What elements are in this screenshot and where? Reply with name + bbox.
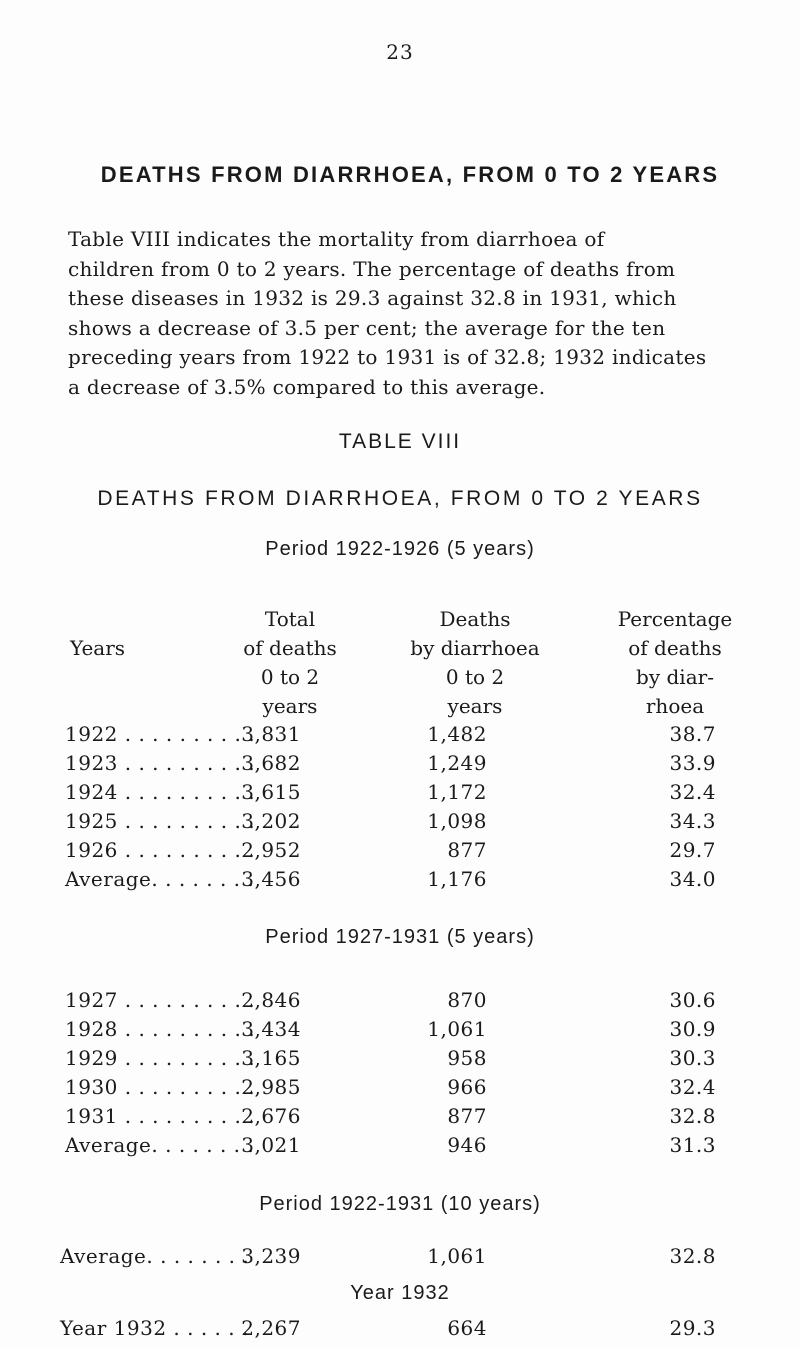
table-row	[0, 722, 800, 750]
cell-percentage: 30.6	[669, 988, 716, 1012]
cell-percentage: 32.8	[669, 1244, 716, 1268]
cell-diarrhoea: 1,482	[427, 722, 487, 746]
row-label: Average. . . . . . . .	[60, 1244, 250, 1268]
cell-percentage: 30.3	[669, 1046, 716, 1070]
cell-total: 3,831	[241, 722, 301, 746]
header-years	[70, 634, 125, 663]
cell-percentage: 32.4	[669, 780, 716, 804]
row-label: 1925 . . . . . . . . . .	[65, 809, 256, 833]
row-label: 1924 . . . . . . . . . .	[65, 780, 256, 804]
table-row-1932	[0, 1316, 800, 1344]
table-row	[0, 1046, 800, 1074]
cell-total: 3,434	[241, 1017, 301, 1041]
cell-percentage: 32.8	[669, 1104, 716, 1128]
row-label: 1930 . . . . . . . . . .	[65, 1075, 256, 1099]
row-label: 1926 . . . . . . . . . .	[65, 838, 256, 862]
header-total-deaths	[220, 605, 360, 721]
period-heading-3: Period 1922-1931 (10 years)	[259, 1193, 541, 1215]
cell-total: 3,165	[241, 1046, 301, 1070]
cell-diarrhoea: 664	[447, 1316, 487, 1340]
cell-total: 3,615	[241, 780, 301, 804]
intro-line: a decrease of 3.5% compared to this average.	[68, 374, 546, 399]
cell-total: 3,682	[241, 751, 301, 775]
header-line: 0 to 2	[260, 665, 320, 689]
table-row-average	[0, 1133, 800, 1161]
cell-diarrhoea: 966	[447, 1075, 487, 1099]
header-line: by diarrhoea	[410, 636, 540, 660]
header-line: by diar-	[636, 665, 714, 689]
table-row	[0, 751, 800, 779]
table-row	[0, 988, 800, 1016]
main-heading: DEATHS FROM DIARRHOEA, FROM 0 TO 2 YEARS	[100, 162, 720, 187]
period-heading-2: Period 1927-1931 (5 years)	[265, 926, 535, 948]
cell-diarrhoea: 946	[447, 1133, 487, 1157]
cell-percentage: 32.4	[669, 1075, 716, 1099]
row-label: Average. . . . . . . .	[65, 867, 255, 891]
intro-line: children from 0 to 2 years. The percentage of deaths from	[68, 256, 676, 281]
table-row-average	[0, 867, 800, 895]
header-diarrhoea-deaths	[395, 605, 555, 721]
header-years-text: Years	[70, 636, 126, 660]
period-heading-1: Period 1922-1926 (5 years)	[265, 538, 535, 560]
cell-diarrhoea: 877	[447, 1104, 487, 1128]
cell-percentage: 30.9	[669, 1017, 716, 1041]
period-heading-4: Year 1932	[350, 1282, 450, 1304]
cell-diarrhoea: 870	[447, 988, 487, 1012]
row-label: 1927 . . . . . . . . . .	[65, 988, 256, 1012]
cell-diarrhoea: 1,061	[427, 1017, 487, 1041]
table-row	[0, 1104, 800, 1132]
cell-percentage: 34.0	[669, 867, 716, 891]
table-row	[0, 838, 800, 866]
cell-diarrhoea: 1,176	[427, 867, 487, 891]
header-percentage	[600, 605, 750, 721]
header-line: 0 to 2	[445, 665, 505, 689]
header-line: Total	[264, 607, 316, 631]
intro-line: these diseases in 1932 is 29.3 against 32.8 in 1931, which	[68, 286, 677, 310]
header-line: years	[447, 694, 503, 718]
cell-total: 2,267	[241, 1316, 301, 1340]
table-row	[0, 1017, 800, 1045]
table-title: TABLE VIII	[338, 430, 462, 453]
header-line: of deaths	[628, 636, 722, 660]
cell-total: 3,456	[241, 867, 301, 891]
header-line: Deaths	[439, 607, 511, 631]
row-label: 1928 . . . . . . . . . .	[65, 1017, 256, 1041]
row-label: 1929 . . . . . . . . . .	[65, 1046, 256, 1070]
cell-percentage: 29.7	[669, 838, 716, 862]
cell-total: 2,952	[241, 838, 301, 862]
cell-total: 3,239	[241, 1244, 301, 1268]
table-row-average	[0, 1244, 800, 1272]
cell-diarrhoea: 877	[447, 838, 487, 862]
cell-diarrhoea: 958	[447, 1046, 487, 1070]
row-label: 1923 . . . . . . . . . .	[65, 751, 256, 775]
cell-percentage: 38.7	[669, 722, 716, 746]
cell-percentage: 34.3	[669, 809, 716, 833]
table-row	[0, 780, 800, 808]
cell-total: 3,202	[241, 809, 301, 833]
cell-diarrhoea: 1,061	[427, 1244, 487, 1268]
intro-line: shows a decrease of 3.5 per cent; the average for the ten	[68, 315, 666, 340]
cell-total: 3,021	[241, 1133, 301, 1157]
cell-total: 2,985	[241, 1075, 301, 1099]
row-label: Year 1932 . . . . . .	[60, 1316, 249, 1340]
cell-diarrhoea: 1,249	[427, 751, 487, 775]
table-row	[0, 1075, 800, 1103]
header-line: rhoea	[645, 694, 705, 718]
header-line: years	[262, 694, 318, 718]
row-label: 1922 . . . . . . . . . .	[65, 722, 256, 746]
page-number: 23	[386, 40, 414, 64]
cell-diarrhoea: 1,172	[427, 780, 487, 804]
header-line: Percentage	[617, 607, 733, 631]
header-line: of deaths	[243, 636, 337, 660]
table-subtitle: DEATHS FROM DIARRHOEA, FROM 0 TO 2 YEARS	[97, 487, 703, 510]
cell-total: 2,846	[241, 988, 301, 1012]
intro-line: preceding years from 1922 to 1931 is of 32.8; 1932 indicates	[68, 345, 707, 369]
row-label: 1931 . . . . . . . . . .	[65, 1104, 256, 1128]
cell-diarrhoea: 1,098	[427, 809, 487, 833]
intro-paragraph	[68, 225, 768, 402]
row-label: Average. . . . . . . .	[65, 1133, 255, 1157]
cell-total: 2,676	[241, 1104, 301, 1128]
cell-percentage: 31.3	[669, 1133, 716, 1157]
cell-percentage: 33.9	[669, 751, 716, 775]
table-row	[0, 809, 800, 837]
cell-percentage: 29.3	[669, 1316, 716, 1340]
intro-line: Table VIII indicates the mortality from diarrhoea of	[68, 227, 605, 251]
